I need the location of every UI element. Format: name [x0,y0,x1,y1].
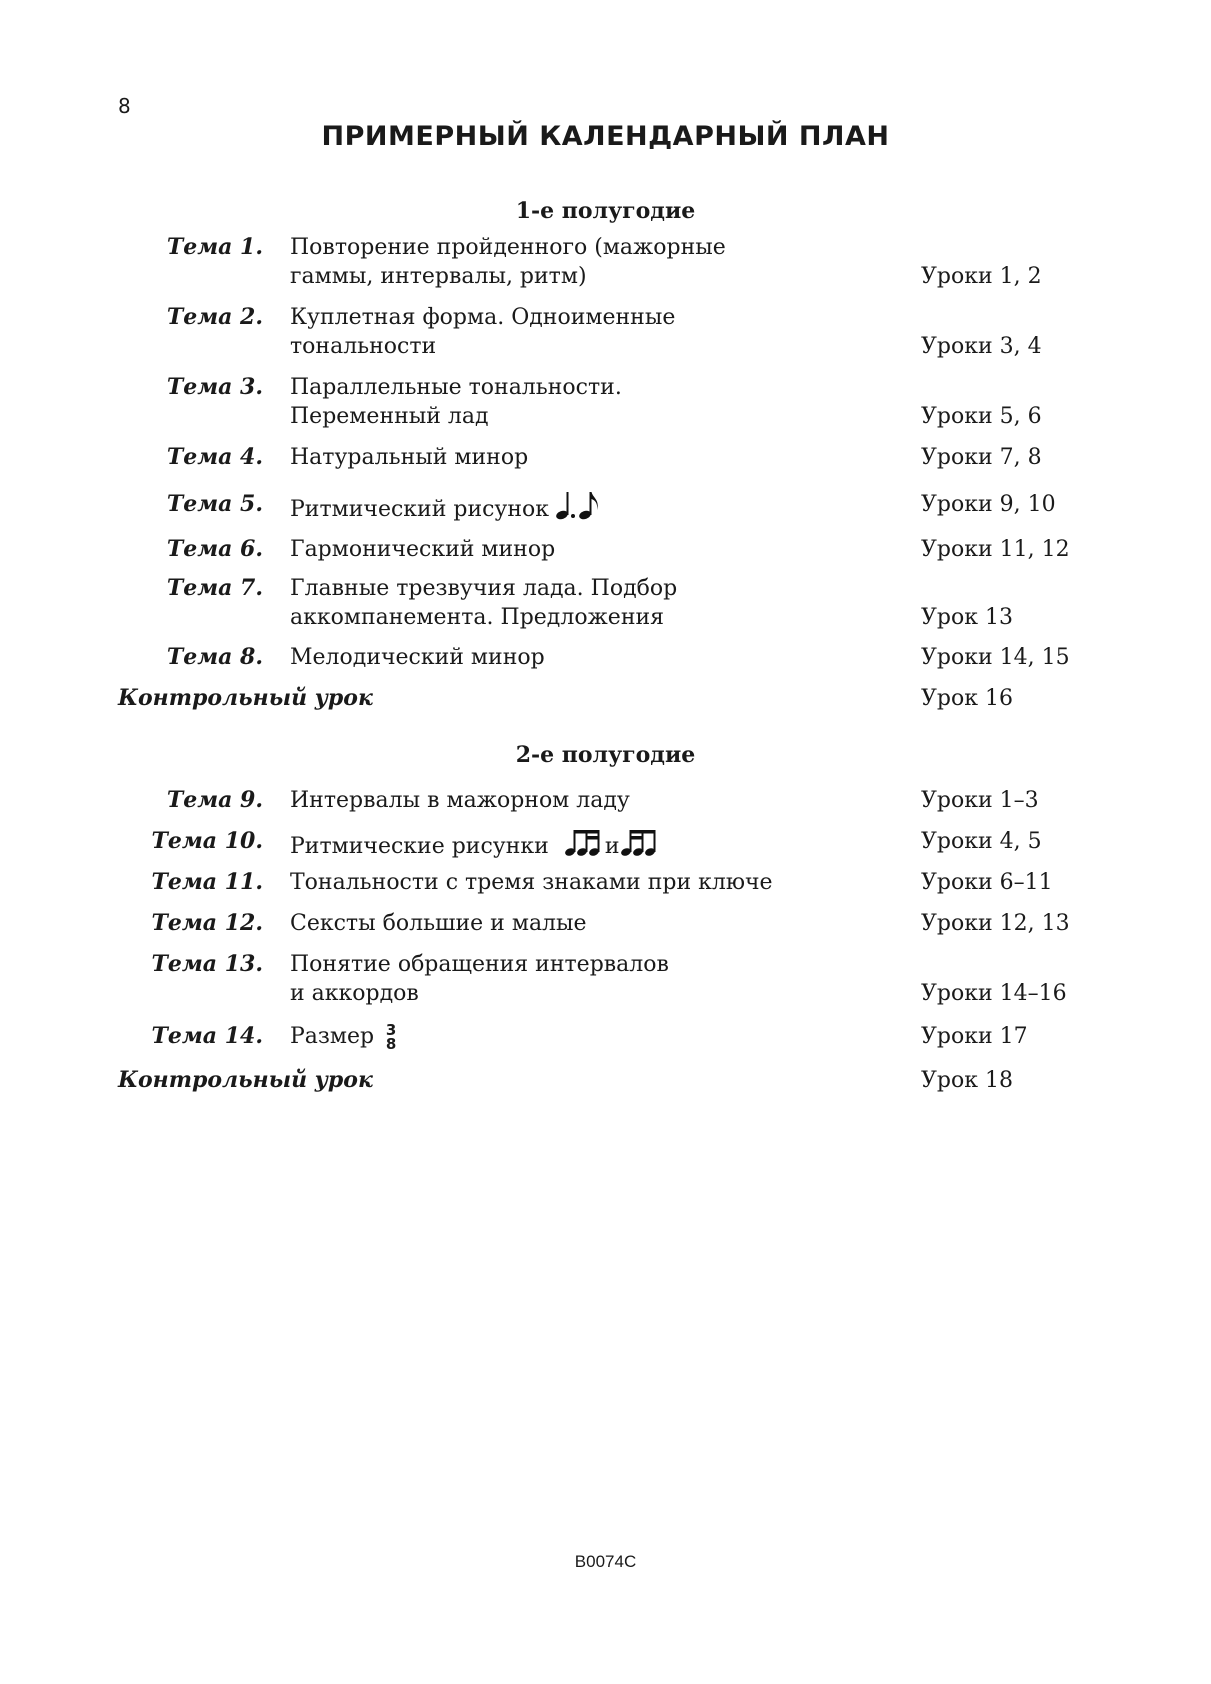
topic-lessons: Уроки 4, 5 [921,829,1042,854]
topic-label: Тема 2. [166,304,263,330]
topic-label: Тема 9. [166,787,263,813]
topic-description: Натуральный минор [290,445,529,470]
topic-description: Куплетная форма. Одноименные тональности [290,305,676,359]
topic-label: Тема 13. [151,951,263,977]
control-lesson-number: Урок 16 [921,686,1013,711]
topic-row [0,574,1211,632]
topic-label: Тема 4. [166,444,263,470]
topic-description-with-rhythm [290,827,890,861]
control-lesson-label: Контрольный урок [118,685,373,711]
topic-lessons: Уроки 3, 4 [921,334,1042,359]
topic-lessons: Уроки 9, 10 [921,492,1056,517]
topic-label: Тема 3. [166,374,263,400]
topic-description: Интервалы в мажорном ладу [290,788,630,813]
topic-label: Тема 1. [166,234,263,260]
topic-label: Тема 11. [151,869,263,895]
footer-code: B0074C [574,1552,637,1571]
page-title: ПРИМЕРНЫЙ КАЛЕНДАРНЫЙ ПЛАН [321,121,890,152]
topic-lessons: Уроки 5, 6 [921,404,1042,429]
topic-lessons: Уроки 17 [921,1024,1028,1049]
topic-description-with-rhythm [290,490,890,524]
topic-lessons: Уроки 14, 15 [921,645,1070,670]
eighth-two-sixteenths-icon [565,827,601,857]
topic-description: Мелодический минор [290,645,545,670]
topic-description: Сексты большие и малые [290,911,587,936]
page-number: 8 [118,94,131,118]
topic-description: Ритмический рисунок [290,497,550,522]
topic-row [0,909,1211,938]
topic-lessons: Уроки 12, 13 [921,911,1070,936]
time-signature-icon [384,1023,398,1051]
topic-row [0,233,1211,291]
topic-label: Тема 14. [151,1023,263,1049]
topic-row [0,950,1211,1008]
rhythm-conjunction: и [604,834,620,859]
topic-row [0,827,1211,859]
topic-label: Тема 5. [166,491,263,517]
topic-label: Тема 6. [166,536,263,562]
semester-1-heading: 1-е полугодие [515,198,696,224]
control-lesson-number: Урок 18 [921,1068,1013,1093]
topic-label: Тема 12. [151,910,263,936]
topic-row [0,490,1211,522]
topic-description: Повторение пройденного (мажорные гаммы, интервалы, ритм) [290,235,726,289]
topic-lessons: Уроки 6–11 [921,870,1053,895]
topic-lessons: Уроки 11, 12 [921,537,1070,562]
topic-row [0,373,1211,431]
topic-row [0,786,1211,815]
topic-lessons: Уроки 7, 8 [921,445,1042,470]
topic-row [0,303,1211,361]
topic-lessons: Уроки 1, 2 [921,264,1042,289]
topic-row [0,643,1211,672]
topic-label: Тема 8. [166,644,263,670]
topic-description: Размер [290,1024,375,1049]
topic-row [0,535,1211,564]
control-lesson-label: Контрольный урок [118,1067,373,1093]
semester-2-heading: 2-е полугодие [515,742,696,768]
topic-description: Главные трезвучия лада. Подбор аккомпанемента. Предложения [290,576,678,630]
dotted-quarter-eighth-rhythm-icon [555,490,601,520]
control-lesson-row [0,684,1211,713]
topic-description: Ритмические рисунки [290,834,549,859]
topic-row [0,868,1211,897]
topic-row [0,443,1211,472]
topic-description-with-time-signature [290,1022,890,1051]
topic-description: Гармонический минор [290,537,556,562]
topic-label: Тема 7. [166,575,263,601]
topic-lessons: Уроки 1–3 [921,788,1039,813]
topic-description: Параллельные тональности. Переменный лад [290,375,622,429]
topic-row [0,1022,1211,1051]
time-signature-bottom: 8 [385,1035,397,1053]
control-lesson-row [0,1066,1211,1095]
topic-label: Тема 10. [151,828,263,854]
two-sixteenths-eighth-icon [621,827,657,857]
topic-description: Тональности с тремя знаками при ключе [290,870,773,895]
topic-description: Понятие обращения интервалов и аккордов [290,952,669,1006]
topic-lessons: Уроки 14–16 [921,981,1067,1006]
topic-lessons: Урок 13 [921,605,1013,630]
time-signature-top: 3 [385,1021,397,1039]
